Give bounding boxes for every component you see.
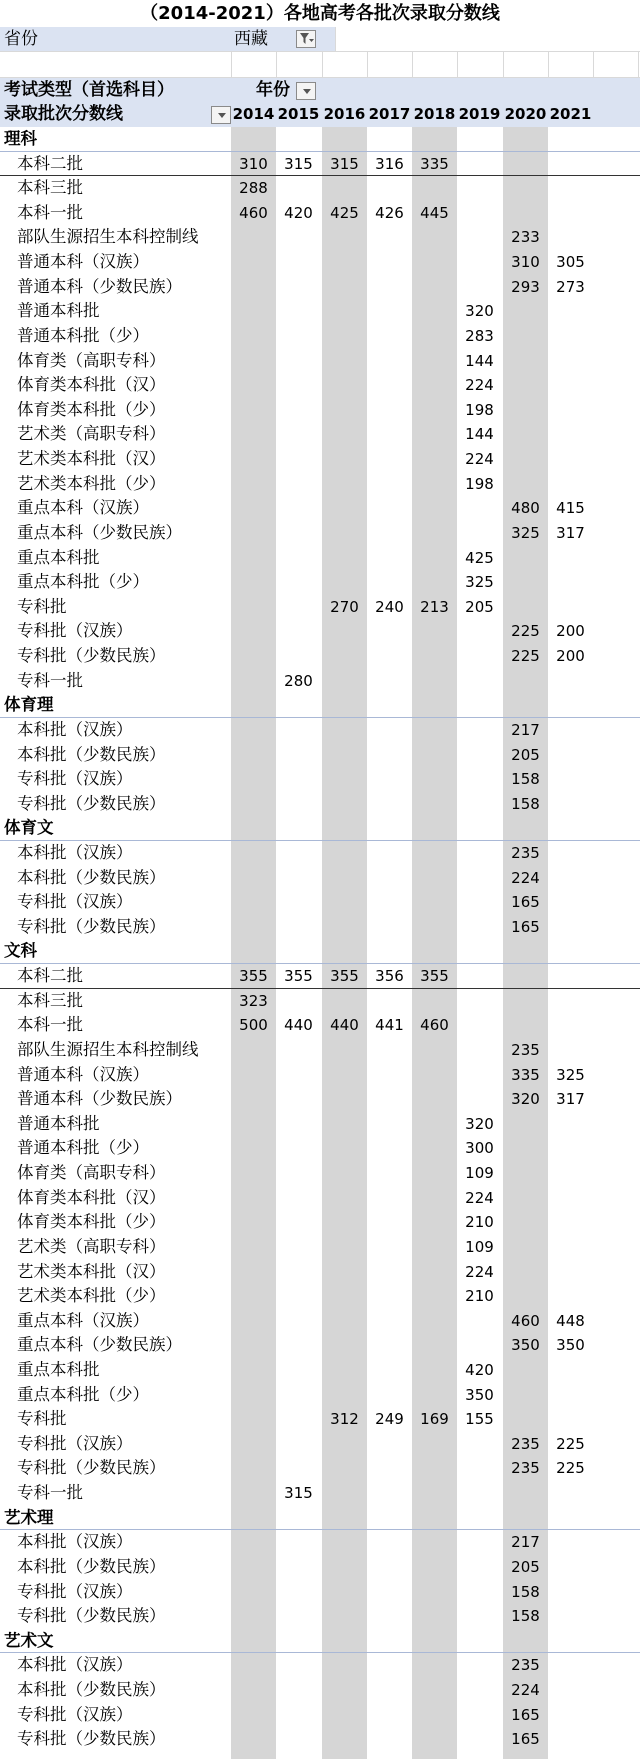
cell-value: 217 xyxy=(511,1533,540,1552)
table-row[interactable] xyxy=(0,1136,640,1161)
row-label: 专科批（汉族） xyxy=(17,621,133,641)
table-row[interactable] xyxy=(0,841,640,866)
cell-value: 335 xyxy=(511,1065,540,1084)
table-row[interactable] xyxy=(0,1407,640,1432)
table-row[interactable] xyxy=(0,422,640,447)
table-row[interactable] xyxy=(0,1456,640,1481)
table-row[interactable] xyxy=(0,1333,640,1358)
row-label: 重点本科批 xyxy=(17,1360,100,1379)
table-row[interactable] xyxy=(0,1555,640,1580)
row-label: 本科二批 xyxy=(17,153,83,173)
row-label: 专科批（汉族） xyxy=(17,1433,133,1453)
cell-value: 225 xyxy=(556,1434,585,1453)
row-label: 本科批（少数民族） xyxy=(17,744,166,764)
cell-value: 205 xyxy=(511,745,540,764)
cell-value: 320 xyxy=(511,1090,540,1109)
table-row[interactable] xyxy=(0,1703,640,1728)
cell-value: 224 xyxy=(465,450,494,469)
row-field-dropdown[interactable] xyxy=(211,106,231,124)
table-row[interactable] xyxy=(0,1235,640,1260)
table-row[interactable] xyxy=(0,521,640,546)
cell-value: 109 xyxy=(465,1164,494,1183)
row-label: 本科三批 xyxy=(17,178,83,198)
year-header-2019: 2019 xyxy=(458,105,501,123)
cell-value: 317 xyxy=(556,1090,585,1109)
table-row[interactable] xyxy=(0,373,640,398)
table-row[interactable] xyxy=(0,1210,640,1235)
row-label: 本科批（汉族） xyxy=(17,1532,133,1552)
row-label: 艺术类（高职专科） xyxy=(17,424,166,444)
table-row[interactable] xyxy=(0,915,640,940)
row-label: 重点本科批（少） xyxy=(17,572,149,592)
col-field-label: 年份 xyxy=(256,80,290,100)
cell-value: 165 xyxy=(511,917,540,936)
table-row[interactable] xyxy=(0,1186,640,1211)
cell-value: 235 xyxy=(511,1459,540,1478)
row-label: 体育类本科批（少） xyxy=(17,399,166,419)
row-label: 普通本科（汉族） xyxy=(17,252,149,272)
cell-value: 169 xyxy=(420,1410,449,1429)
grid-vline xyxy=(638,51,639,77)
cell-value: 225 xyxy=(556,1459,585,1478)
cell-value: 355 xyxy=(330,967,359,986)
cell-value: 205 xyxy=(465,597,494,616)
cell-value: 225 xyxy=(511,647,540,666)
row-label: 重点本科（汉族） xyxy=(17,498,149,518)
cell-value: 310 xyxy=(511,253,540,272)
table-row[interactable] xyxy=(0,152,640,177)
cell-value: 165 xyxy=(511,1705,540,1724)
cell-value: 155 xyxy=(465,1410,494,1429)
group-label: 体育理 xyxy=(4,695,54,715)
table-row[interactable] xyxy=(0,546,640,571)
table-row[interactable] xyxy=(0,767,640,792)
row-label: 本科批（汉族） xyxy=(17,842,133,862)
cell-value: 200 xyxy=(556,622,585,641)
row-label: 专科批（汉族） xyxy=(17,1581,133,1601)
cell-value: 425 xyxy=(330,203,359,222)
cell-value: 320 xyxy=(465,302,494,321)
table-row[interactable] xyxy=(0,472,640,497)
table-row[interactable] xyxy=(0,1038,640,1063)
year-header-2018: 2018 xyxy=(413,105,456,123)
grid-vline xyxy=(503,51,504,77)
grid-vline xyxy=(457,51,458,77)
cell-value: 200 xyxy=(556,647,585,666)
table-row[interactable] xyxy=(0,1260,640,1285)
row-label: 普通本科批（少） xyxy=(17,1138,149,1158)
filter-row xyxy=(0,27,640,51)
row-label: 重点本科批 xyxy=(17,547,100,567)
cell-value: 213 xyxy=(420,597,449,616)
group-label: 艺术文 xyxy=(4,1630,54,1650)
cell-value: 249 xyxy=(375,1410,404,1429)
row-label: 专科一批 xyxy=(17,1483,83,1503)
table-row[interactable] xyxy=(0,644,640,669)
table-row[interactable] xyxy=(0,1358,640,1383)
cell-value: 323 xyxy=(239,991,268,1010)
row-label: 本科批（汉族） xyxy=(17,1655,133,1675)
cell-value: 225 xyxy=(511,622,540,641)
cell-value: 426 xyxy=(375,203,404,222)
row-label: 专科批（少数民族） xyxy=(17,1729,166,1749)
table-row[interactable] xyxy=(0,1530,640,1555)
row-label: 专科一批 xyxy=(17,670,83,690)
cell-value: 350 xyxy=(511,1336,540,1355)
row-label: 专科批（汉族） xyxy=(17,769,133,789)
grid-vline xyxy=(548,51,549,77)
cell-value: 335 xyxy=(420,154,449,173)
table-row[interactable] xyxy=(0,299,640,324)
row-label: 本科批（少数民族） xyxy=(17,1556,166,1576)
group-row[interactable] xyxy=(0,939,640,964)
table-row[interactable] xyxy=(0,225,640,250)
grid-vline xyxy=(322,51,323,77)
filter-value[interactable]: 西藏 xyxy=(234,29,268,49)
year-header-2015: 2015 xyxy=(277,105,320,123)
row-label: 本科一批 xyxy=(17,202,83,222)
row-label: 本科二批 xyxy=(17,966,83,986)
cell-value: 460 xyxy=(239,203,268,222)
cell-value: 283 xyxy=(465,326,494,345)
cell-value: 445 xyxy=(420,203,449,222)
cell-value: 420 xyxy=(284,203,313,222)
grid-hline xyxy=(0,51,640,52)
table-row[interactable] xyxy=(0,1432,640,1457)
cell-value: 235 xyxy=(511,1040,540,1059)
row-label: 本科三批 xyxy=(17,990,83,1010)
table-row[interactable] xyxy=(0,570,640,595)
cell-value: 312 xyxy=(330,1410,359,1429)
table-row[interactable] xyxy=(0,447,640,472)
cell-value: 158 xyxy=(511,794,540,813)
row-label: 普通本科（少数民族） xyxy=(17,276,182,296)
row-label: 普通本科批 xyxy=(17,301,100,321)
col-field-dropdown[interactable] xyxy=(296,82,316,100)
cell-value: 305 xyxy=(556,253,585,272)
grid-vline xyxy=(412,51,413,77)
grid-vline xyxy=(231,51,232,77)
cell-value: 500 xyxy=(239,1016,268,1035)
filter-dropdown-button[interactable] xyxy=(296,30,316,48)
cell-value: 288 xyxy=(239,179,268,198)
cell-value: 310 xyxy=(239,154,268,173)
cell-value: 280 xyxy=(284,671,313,690)
cell-value: 165 xyxy=(511,1730,540,1749)
table-row[interactable] xyxy=(0,176,640,201)
cell-value: 350 xyxy=(556,1336,585,1355)
cell-value: 273 xyxy=(556,277,585,296)
row-label: 本科批（少数民族） xyxy=(17,1680,166,1700)
year-header-2017: 2017 xyxy=(368,105,411,123)
group-label: 体育文 xyxy=(4,818,54,838)
cell-value: 205 xyxy=(511,1557,540,1576)
table-row[interactable] xyxy=(0,1309,640,1334)
row-label: 普通本科（汉族） xyxy=(17,1064,149,1084)
row-label: 重点本科（少数民族） xyxy=(17,522,182,542)
row-field2-label: 录取批次分数线 xyxy=(4,104,123,124)
row-label: 专科批 xyxy=(17,596,67,616)
row-label: 体育类本科批（少） xyxy=(17,1212,166,1232)
grid-vline xyxy=(367,51,368,77)
group-label: 理科 xyxy=(4,129,37,148)
table-row[interactable] xyxy=(0,1087,640,1112)
grid-vline xyxy=(276,51,277,77)
table-row[interactable] xyxy=(0,1112,640,1137)
cell-value: 420 xyxy=(465,1361,494,1379)
cell-value: 315 xyxy=(284,1484,313,1503)
row-label: 体育类（高职专科） xyxy=(17,350,166,370)
cell-value: 440 xyxy=(284,1016,313,1035)
table-row[interactable] xyxy=(0,250,640,275)
row-label: 专科批（少数民族） xyxy=(17,793,166,813)
cell-value: 356 xyxy=(375,967,404,986)
table-row[interactable] xyxy=(0,743,640,768)
table-row[interactable] xyxy=(0,1653,640,1678)
table-row[interactable] xyxy=(0,1580,640,1605)
cell-value: 109 xyxy=(465,1237,494,1256)
cell-value: 350 xyxy=(465,1385,494,1404)
table-row[interactable] xyxy=(0,718,640,743)
cell-value: 165 xyxy=(511,893,540,912)
cell-value: 144 xyxy=(465,351,494,370)
table-row[interactable] xyxy=(0,201,640,226)
row-label: 部队生源招生本科控制线 xyxy=(17,1039,199,1059)
table-row[interactable] xyxy=(0,866,640,891)
table-row[interactable] xyxy=(0,1727,640,1752)
cell-value: 355 xyxy=(284,967,313,986)
row-label: 专科批（少数民族） xyxy=(17,916,166,936)
cell-value: 441 xyxy=(375,1016,404,1035)
cell-value: 355 xyxy=(420,967,449,986)
table-row[interactable] xyxy=(0,324,640,349)
table-row[interactable] xyxy=(0,1013,640,1038)
cell-value: 355 xyxy=(239,967,268,986)
row-label: 专科批（汉族） xyxy=(17,1704,133,1724)
row-label: 本科一批 xyxy=(17,1015,83,1035)
cell-value: 317 xyxy=(556,523,585,542)
cell-value: 158 xyxy=(511,770,540,789)
table-row[interactable] xyxy=(0,1604,640,1629)
table-row[interactable] xyxy=(0,1063,640,1088)
cell-value: 448 xyxy=(556,1311,585,1330)
cell-value: 325 xyxy=(511,523,540,542)
cell-value: 158 xyxy=(511,1607,540,1626)
cell-value: 235 xyxy=(511,1434,540,1453)
cell-value: 325 xyxy=(556,1065,585,1084)
row-label: 本科批（汉族） xyxy=(17,719,133,739)
table-row[interactable] xyxy=(0,964,640,989)
table-row[interactable] xyxy=(0,398,640,423)
grid-vline xyxy=(335,27,336,51)
cell-value: 198 xyxy=(465,474,494,493)
row-label: 部队生源招生本科控制线 xyxy=(17,227,199,247)
table-row[interactable] xyxy=(0,595,640,620)
row-label: 重点本科批（少） xyxy=(17,1384,149,1404)
table-row[interactable] xyxy=(0,275,640,300)
table-row[interactable] xyxy=(0,496,640,521)
row-label: 普通本科批（少） xyxy=(17,325,149,345)
cell-value: 224 xyxy=(465,1188,494,1207)
table-row[interactable] xyxy=(0,669,640,694)
cell-value: 158 xyxy=(511,1582,540,1601)
row-label: 艺术类本科批（汉） xyxy=(17,1261,166,1281)
year-header-2014: 2014 xyxy=(232,105,275,123)
cell-value: 325 xyxy=(465,573,494,592)
row-label: 重点本科（少数民族） xyxy=(17,1335,182,1355)
cell-value: 198 xyxy=(465,400,494,419)
group-row[interactable] xyxy=(0,816,640,841)
row-label: 专科批（少数民族） xyxy=(17,646,166,666)
cell-value: 144 xyxy=(465,425,494,444)
year-header-2020: 2020 xyxy=(504,105,547,123)
row-label: 体育类本科批（汉） xyxy=(17,1187,166,1207)
cell-value: 210 xyxy=(465,1287,494,1306)
cell-value: 315 xyxy=(284,154,313,173)
cell-value: 293 xyxy=(511,277,540,296)
table-row[interactable] xyxy=(0,619,640,644)
group-label: 艺术理 xyxy=(4,1507,54,1527)
row-label: 重点本科（汉族） xyxy=(17,1310,149,1330)
filter-label: 省份 xyxy=(4,29,38,49)
row-label: 专科批（少数民族） xyxy=(17,1606,166,1626)
group-row[interactable] xyxy=(0,1629,640,1654)
row-label: 本科批（少数民族） xyxy=(17,867,166,887)
row-label: 艺术类（高职专科） xyxy=(17,1236,166,1256)
table-row[interactable] xyxy=(0,890,640,915)
year-header-2021: 2021 xyxy=(549,105,592,123)
cell-value: 240 xyxy=(375,597,404,616)
filter-funnel-icon xyxy=(300,33,314,45)
cell-value: 460 xyxy=(420,1016,449,1035)
row-label: 专科批 xyxy=(17,1409,67,1429)
row-label: 专科批（少数民族） xyxy=(17,1458,166,1478)
row-field-label: 考试类型（首选科目） xyxy=(4,80,174,100)
group-row[interactable] xyxy=(0,693,640,718)
cell-value: 320 xyxy=(465,1114,494,1133)
grid-vline xyxy=(593,51,594,77)
table-row[interactable] xyxy=(0,1678,640,1703)
row-label: 体育类本科批（汉） xyxy=(17,375,166,395)
cell-value: 210 xyxy=(465,1213,494,1232)
cell-value: 440 xyxy=(330,1016,359,1035)
table-row[interactable] xyxy=(0,792,640,817)
row-label: 体育类（高职专科） xyxy=(17,1163,166,1183)
cell-value: 316 xyxy=(375,154,404,173)
table-row[interactable] xyxy=(0,349,640,374)
cell-value: 415 xyxy=(556,499,585,518)
group-row[interactable] xyxy=(0,127,640,152)
cell-value: 235 xyxy=(511,1656,540,1675)
group-row[interactable] xyxy=(0,1506,640,1531)
row-label: 专科批（汉族） xyxy=(17,892,133,912)
row-label: 普通本科（少数民族） xyxy=(17,1089,182,1109)
cell-value: 300 xyxy=(465,1139,494,1158)
cell-value: 224 xyxy=(465,1262,494,1281)
group-label: 文科 xyxy=(4,941,37,961)
table-row[interactable] xyxy=(0,1161,640,1186)
cell-value: 480 xyxy=(511,499,540,518)
grid-hline xyxy=(0,77,640,78)
cell-value: 217 xyxy=(511,720,540,739)
cell-value: 224 xyxy=(465,376,494,395)
table-row[interactable] xyxy=(0,989,640,1014)
cell-value: 315 xyxy=(330,154,359,173)
row-label: 艺术类本科批（少） xyxy=(17,473,166,493)
cell-value: 270 xyxy=(330,597,359,616)
cell-value: 224 xyxy=(511,1681,540,1700)
year-header-2016: 2016 xyxy=(323,105,366,123)
table-row[interactable] xyxy=(0,1481,640,1506)
cell-value: 460 xyxy=(511,1311,540,1330)
row-label: 艺术类本科批（少） xyxy=(17,1286,166,1306)
row-label: 艺术类本科批（汉） xyxy=(17,449,166,469)
table-row[interactable] xyxy=(0,1284,640,1309)
cell-value: 425 xyxy=(465,548,494,567)
sheet-title: （2014-2021）各地高考各批次录取分数线 xyxy=(140,3,500,24)
table-row[interactable] xyxy=(0,1383,640,1408)
cell-value: 235 xyxy=(511,843,540,862)
cell-value: 233 xyxy=(511,228,540,247)
row-label: 普通本科批 xyxy=(17,1113,100,1133)
cell-value: 224 xyxy=(511,868,540,887)
